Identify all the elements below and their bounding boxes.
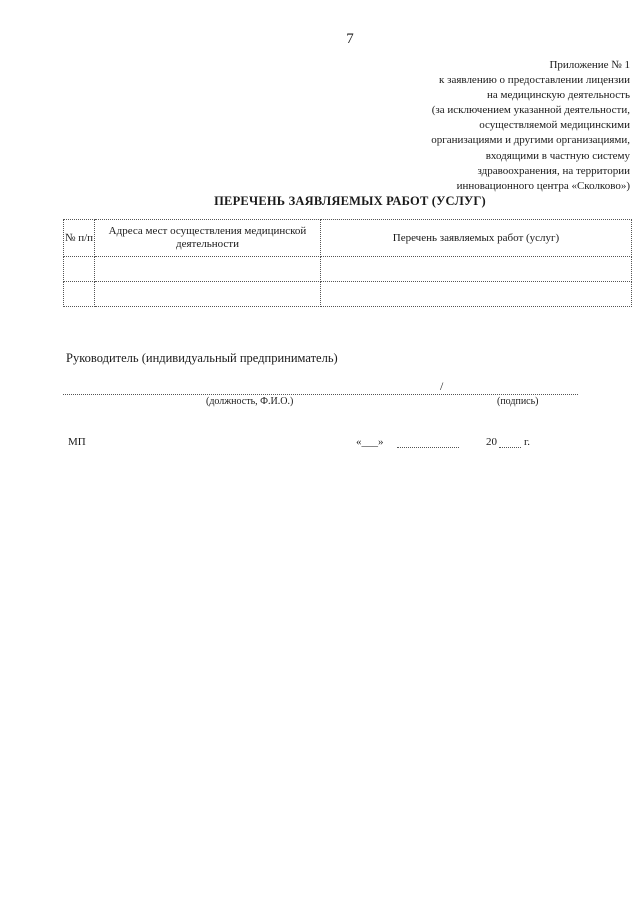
document-title: ПЕРЕЧЕНЬ ЗАЯВЛЯЕМЫХ РАБОТ (УСЛУГ) xyxy=(214,194,486,208)
table-row xyxy=(64,257,632,282)
appendix-line: входящими в частную систему xyxy=(485,149,630,162)
appendix-line: к заявлению о предоставлении лицензии xyxy=(439,74,630,87)
sign-caption: (подпись) xyxy=(497,396,539,407)
header-works-list: Перечень заявляемых работ (услуг) xyxy=(321,220,632,257)
works-table xyxy=(63,219,632,307)
appendix-line: организациями и другими организациями, xyxy=(431,134,630,147)
table-row xyxy=(64,282,632,307)
table-cell[interactable] xyxy=(321,257,632,282)
signature-separator: / xyxy=(440,379,444,393)
table-cell[interactable] xyxy=(95,282,321,307)
header-number: № п/п xyxy=(64,220,95,257)
appendix-line: Приложение № 1 xyxy=(549,59,630,71)
appendix-line: осуществляемой медицинскими xyxy=(479,119,630,132)
year-prefix: 20 xyxy=(486,436,497,448)
appendix-line: инновационного центра «Сколково») xyxy=(456,179,630,192)
stamp-place-label: МП xyxy=(68,436,86,448)
appendix-line: на медицинскую деятельность xyxy=(487,89,630,102)
table-cell[interactable] xyxy=(64,282,95,307)
position-caption: (должность, Ф.И.О.) xyxy=(206,396,294,407)
table-header-row xyxy=(64,220,632,257)
table-cell[interactable] xyxy=(321,282,632,307)
page-number: 7 xyxy=(346,31,354,47)
table-cell[interactable] xyxy=(95,257,321,282)
appendix-line: здравоохранения, на территории xyxy=(477,164,630,177)
year-suffix: г. xyxy=(524,436,531,448)
table-cell[interactable] xyxy=(64,257,95,282)
header-addresses: Адреса мест осуществления медицинской деятельности xyxy=(95,220,321,257)
day-field[interactable]: «___» xyxy=(356,436,384,448)
appendix-note xyxy=(370,58,630,194)
signature-line[interactable] xyxy=(63,394,578,395)
year-field-line[interactable] xyxy=(499,447,521,448)
appendix-line: (за исключением указанной деятельности, xyxy=(431,104,630,117)
month-field-line[interactable] xyxy=(397,447,459,448)
head-label: Руководитель (индивидуальный предприниматель) xyxy=(66,351,338,365)
